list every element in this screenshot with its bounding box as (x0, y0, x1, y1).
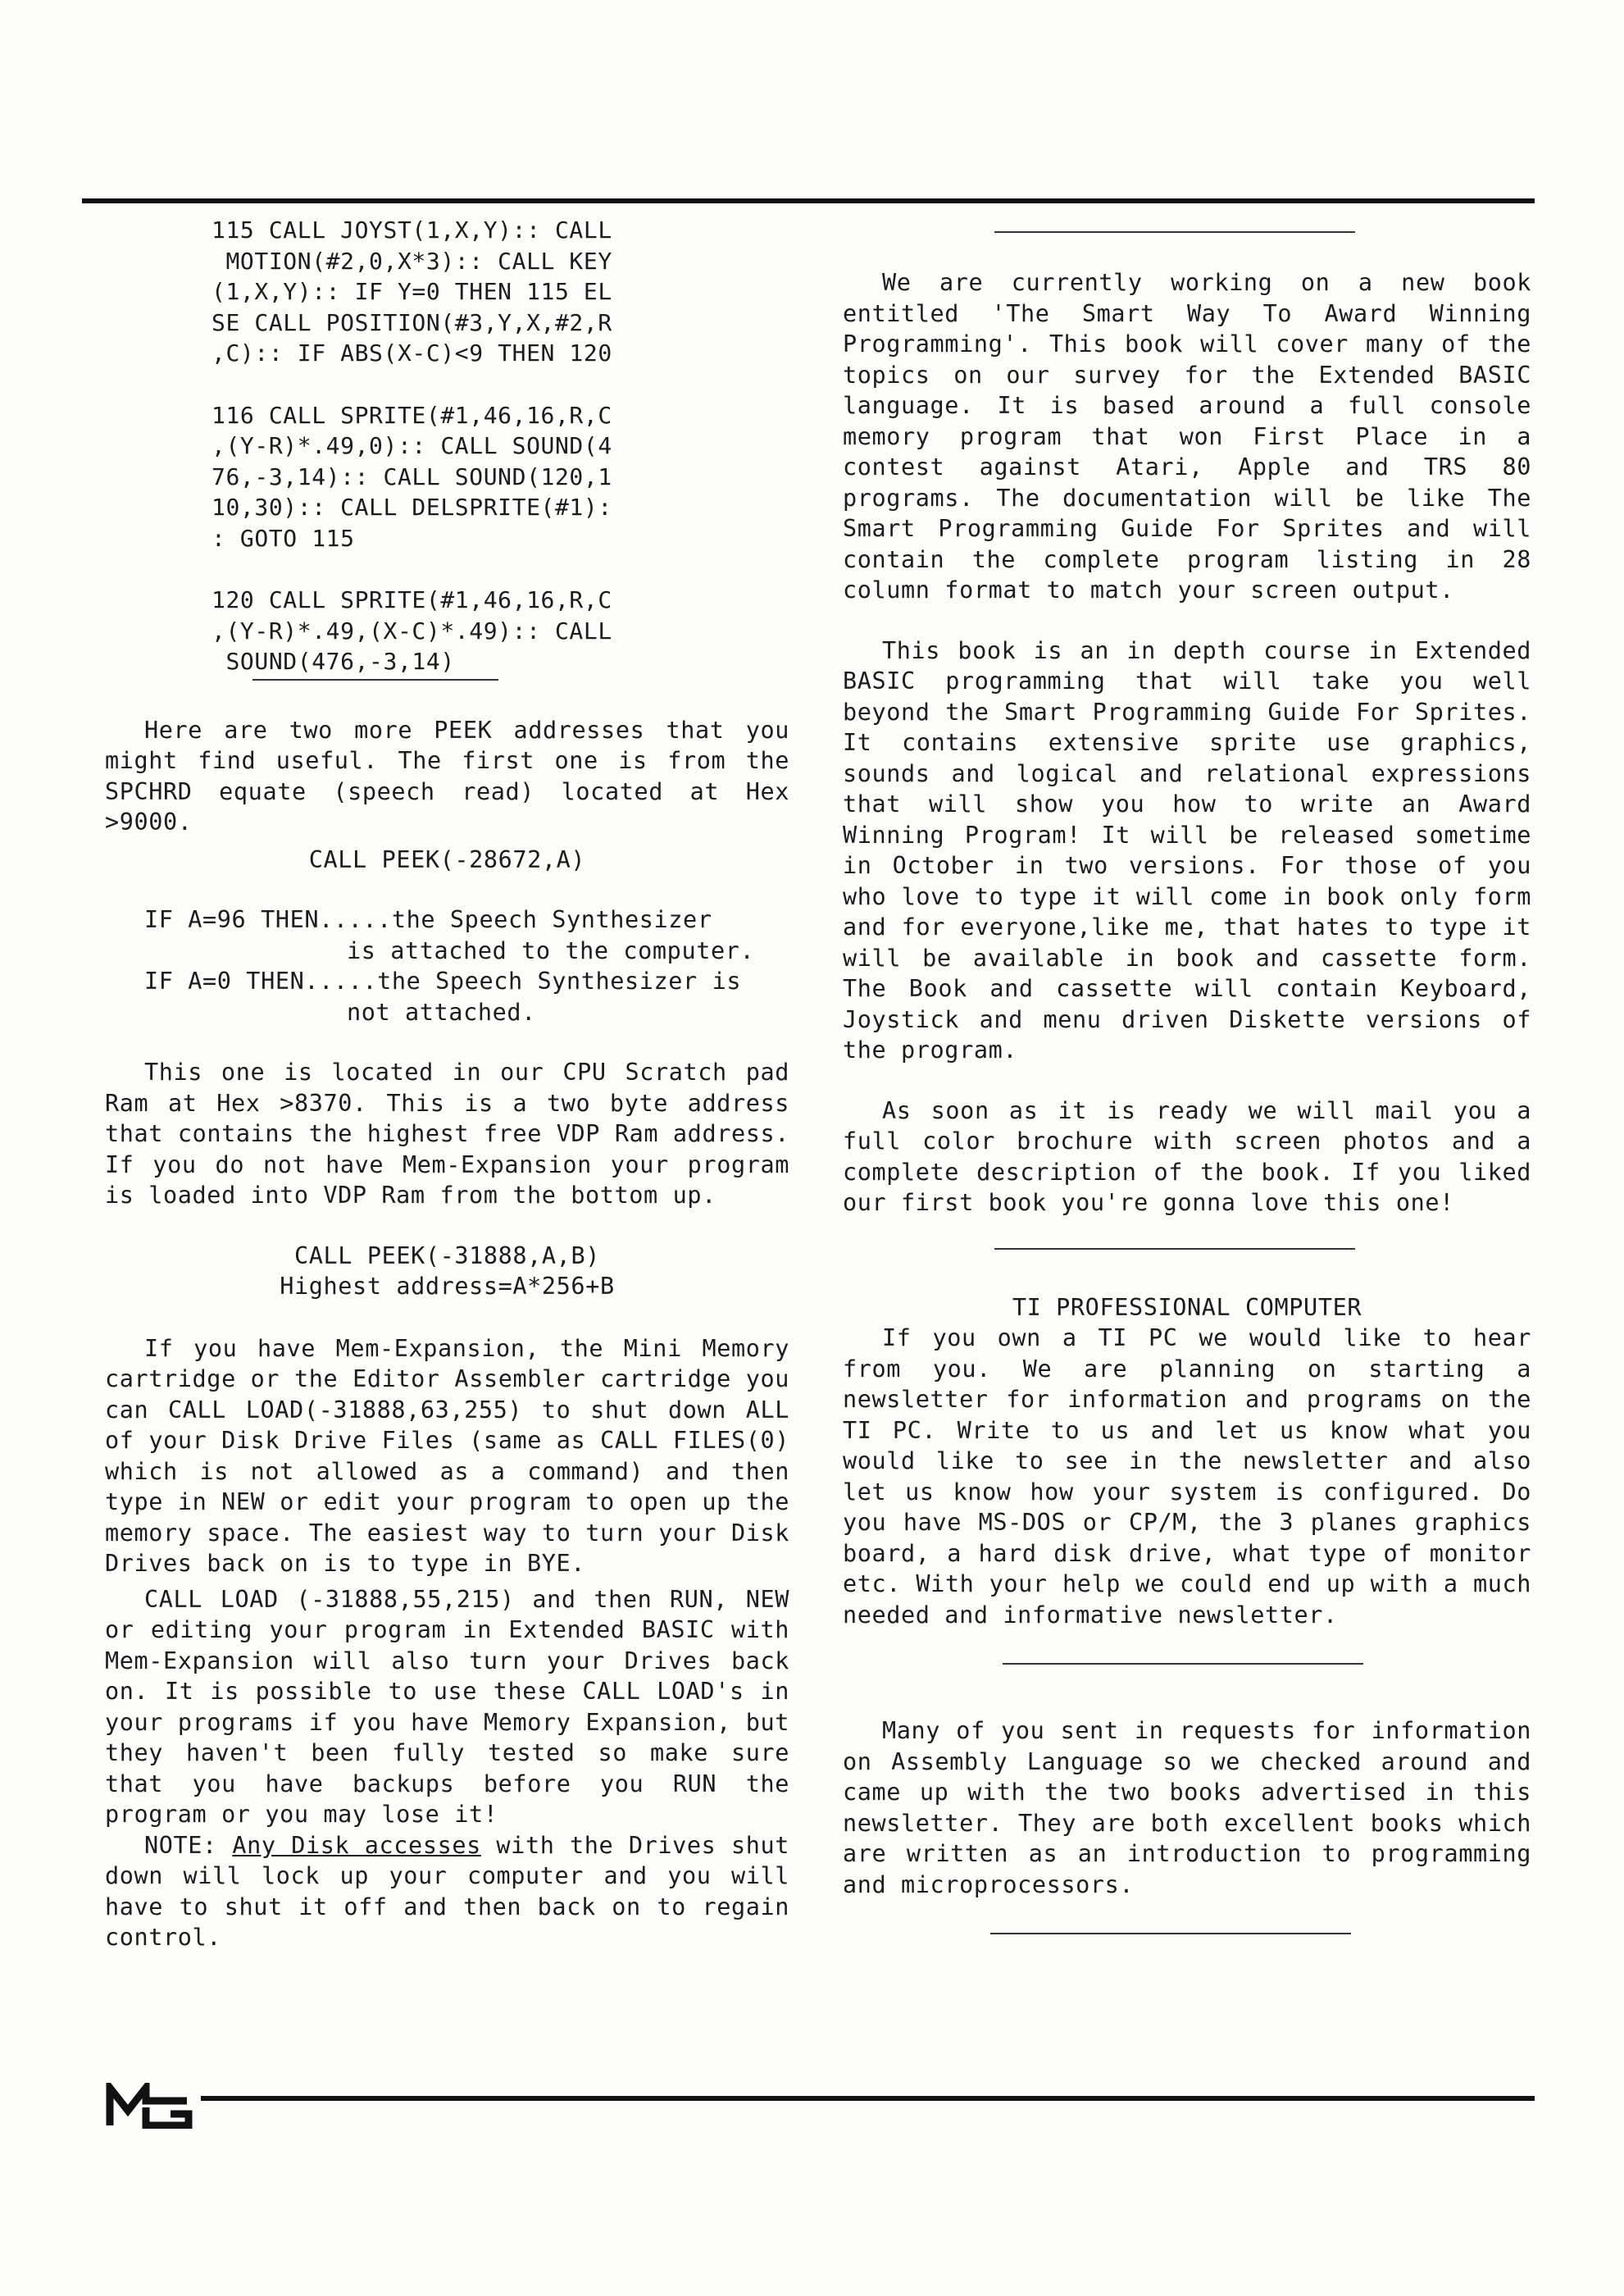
note-body: with the Drives shut down will lock up your computer and you will have to shut it off and then back on to regain control. (105, 1831, 789, 1951)
if-0-line: IF A=0 THEN.....the Speech Synthesizer is (144, 968, 742, 995)
separator-line (252, 679, 498, 681)
highest-address-formula: Highest address=A*256+B (280, 1273, 615, 1300)
bottom-rule (201, 2096, 1535, 2101)
ti-pc-paragraph: If you own a TI PC we would like to hear from you. We are planning on starting a newsletter for information and programs on the TI PC. Write to us and let us know what you would like to see in the newsletter and also let us know how your system is configured. Do you have MS-DOS or CP/M, the 3 planes graphics board, a hard disk drive, what type of monitor etc. With your help we could end up with a much needed and informative newsletter. (843, 1324, 1531, 1629)
call-load-paragraph: CALL LOAD (-31888,55,215) and then RUN, NEW or editing your program in Extended BASIC with Mem-Expansion will also turn your Drives back on. It is possible to use these CALL LOAD's in your programs if you have Memory Expansion, but they haven't been fully tested so make sure that you have backups before you RUN the program or you may lose it! (105, 1585, 789, 1828)
if-96-line: IF A=96 THEN.....the Speech Synthesizer (144, 906, 712, 933)
note-paragraph (105, 1830, 789, 1953)
left-column (105, 0, 789, 1953)
call-peek-speech: CALL PEEK(-28672,A) (308, 845, 586, 873)
note-underlined-text: Any Disk accesses (232, 1831, 481, 1859)
ti-pc-heading: TI PROFESSIONAL COMPUTER (1012, 1293, 1362, 1321)
code-line-120: 120 CALL SPRITE(#1,46,16,R,C ,(Y-R)*.49,(X-C)*.49):: CALL SOUND(476,-3,14) (212, 586, 612, 675)
note-label: NOTE: (144, 1831, 217, 1859)
peek-intro-paragraph: Here are two more PEEK addresses that you might find useful. The first one is from the SPCHRD equate (speech read) located at Hex >9000. (105, 716, 789, 836)
code-line-116: 116 CALL SPRITE(#1,46,16,R,C ,(Y-R)*.49,0):: CALL SOUND(4 76,-3,14):: CALL SOUND(120,1 10,30):: CALL DELSPRITE(#1): : GOTO 115 (212, 401, 612, 552)
new-book-paragraph: We are currently working on a new book entitled 'The Smart Way To Award Winning Programming'. This book will cover many of the topics on our survey for the Extended BASIC language. It is based around a full console memory program that won First Place in a contest against Atari, Apple and TRS 80 programs. The documentation will be like The Smart Programming Guide For Sprites and will contain the complete program listing in 28 column format to match your screen output. (843, 269, 1531, 604)
mem-expansion-paragraph: If you have Mem-Expansion, the Mini Memory cartridge or the Editor Assembler cartridge you can CALL LOAD(-31888,63,255) to shut down ALL of your Disk Drive Files (same as CALL FILES(0) which is not allowed as a command) and then type in NEW or edit your program to open up the memory space. The easiest way to turn your Disk Drives back on is to type in BYE. (105, 1334, 789, 1577)
brochure-paragraph: As soon as it is ready we will mail you a full color brochure with screen photos and a complete description of the book. If you liked our first book you're gonna love this one! (843, 1096, 1531, 1216)
code-line-115: 115 CALL JOYST(1,X,Y):: CALL MOTION(#2,0,X*3):: CALL KEY (1,X,Y):: IF Y=0 THEN 115 EL SE CALL POSITION(#3,Y,X,#2,R ,C):: IF ABS(X-C)<9 THEN 120 (212, 216, 612, 367)
separator-line (1003, 1663, 1363, 1665)
right-column (843, 0, 1531, 1934)
separator-line (994, 231, 1355, 233)
in-depth-paragraph: This book is an in depth course in Extended BASIC programming that will take you well beyond the Smart Programming Guide For Sprites. It contains extensive sprite use graphics, sounds and logical and relational expressions that will show you how to write an Award Winning Program! It will be released sometime in October in two versions. For those of you who love to type it will come in book only form and for everyone,like me, that hates to type it will be available in book and cassette form. The Book and cassette will contain Keyboard, Joystick and menu driven Diskette versions of the program. (843, 636, 1531, 1064)
call-peek-vdp: CALL PEEK(-31888,A,B) (294, 1241, 600, 1269)
mg-logo-icon (105, 2083, 197, 2129)
scratch-pad-paragraph: This one is located in our CPU Scratch pad Ram at Hex >8370. This is a two byte address that contains the highest free VDP Ram address. If you do not have Mem-Expansion your program is loaded into VDP Ram from the bottom up. (105, 1059, 789, 1209)
separator-line (994, 1248, 1355, 1250)
if-0-continuation: not attached. (347, 998, 536, 1026)
separator-line (990, 1933, 1351, 1934)
assembly-paragraph: Many of you sent in requests for information on Assembly Language so we checked around and came up with the two books advertised in this newsletter. They are both excellent books which are written as an introduction to programming and microprocessors. (843, 1717, 1531, 1898)
if-96-continuation: is attached to the computer. (347, 936, 755, 964)
